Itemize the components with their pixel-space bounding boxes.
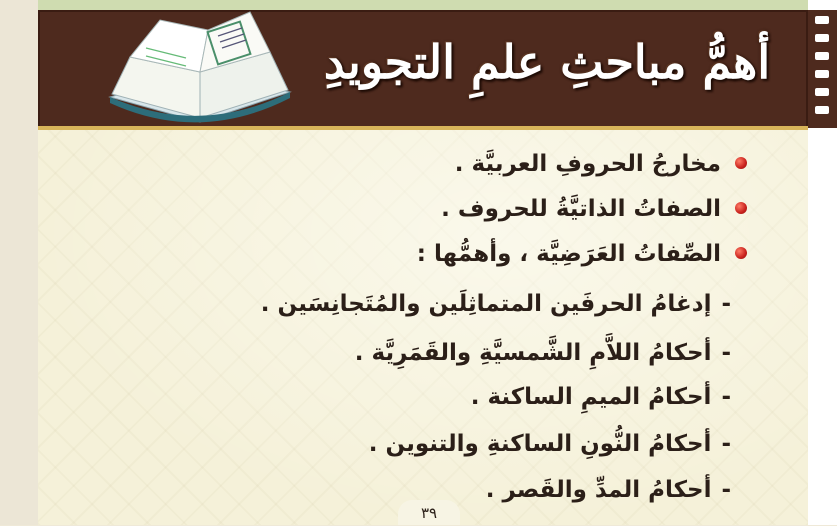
dash-marker: -: [721, 340, 731, 366]
sub-list-item-text: أحكامُ النُّونِ الساكنةِ والتنوين .: [368, 431, 712, 457]
page-title: أهمُّ مباحثِ علمِ التجويدِ: [323, 35, 771, 89]
list-item: [455, 148, 747, 180]
sub-list-item-text: أحكامُ الميمِ الساكنة .: [470, 384, 712, 410]
dash-marker: -: [721, 431, 731, 457]
list-item-text: الصِّفاتُ العَرَضِيَّة ، وأهمُّها :: [416, 241, 721, 267]
red-bullet-icon: [735, 157, 747, 169]
page-left-margin: [0, 0, 38, 525]
sub-list-item: [261, 288, 731, 320]
film-hole: [815, 52, 829, 60]
red-bullet-icon: [735, 247, 747, 259]
dash-marker: -: [721, 477, 731, 503]
list-item-text: مخارجُ الحروفِ العربيَّة .: [454, 151, 721, 177]
sub-list-item-text: أحكامُ المدِّ والقَصر .: [485, 477, 712, 503]
sub-list-item: [369, 428, 731, 460]
sub-list-item-text: أحكامُ اللاَّمِ الشَّمسيَّةِ والقَمَرِيَّة .: [354, 340, 712, 366]
film-hole: [815, 16, 829, 24]
dash-marker: -: [721, 384, 731, 410]
list-item-text: الصفاتُ الذاتيَّةُ للحروف .: [441, 196, 721, 222]
film-hole: [815, 70, 829, 78]
film-hole: [815, 106, 829, 114]
page-number: ٣٩: [398, 500, 460, 525]
red-bullet-icon: [735, 202, 747, 214]
sub-list-item: [486, 474, 731, 506]
sub-list-item-text: إدغامُ الحرفَين المتماثِلَين والمُتَجانِسَين .: [260, 291, 712, 317]
sub-list-item: [471, 381, 731, 413]
film-hole: [815, 88, 829, 96]
film-strip: [808, 10, 837, 128]
film-hole: [815, 34, 829, 42]
sub-list-item: [355, 337, 731, 369]
list-item: [417, 238, 747, 270]
list-item: [441, 193, 747, 225]
dash-marker: -: [721, 291, 731, 317]
main-points-list: [47, 0, 747, 525]
